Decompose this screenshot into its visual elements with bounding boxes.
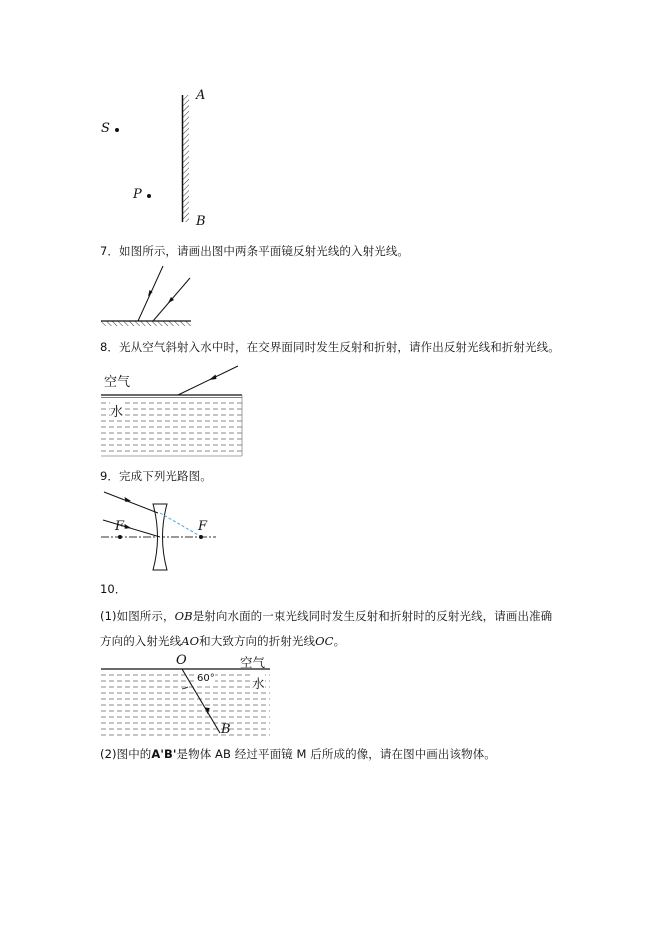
text-seg: 是射向水面的一束光线同时发生反射和折射时的反射光线，请画出准确	[192, 609, 553, 623]
question-10-number: 10．	[100, 582, 127, 596]
label-b: B	[196, 214, 206, 229]
question-10-part2	[100, 746, 496, 762]
label-water-q10: 水	[252, 676, 265, 691]
text-seg: (2)图中的	[100, 747, 152, 761]
label-b-q10: B	[221, 722, 231, 737]
question-7-text: 7．如图所示，请画出图中两条平面镜反射光线的入射光线。	[100, 244, 410, 258]
label-f-right: F	[198, 519, 208, 534]
label-f-left: F	[115, 519, 125, 534]
water-hatching-q10	[101, 675, 270, 735]
text-seg: 。	[333, 634, 346, 648]
label-angle: 60°	[197, 673, 215, 684]
symbol-ao: AO	[181, 634, 200, 648]
label-air-q10: 空气	[240, 655, 266, 670]
text-seg: 是物体 AB 经过平面镜 M 后所成的像，请在图中画出该物体。	[176, 747, 496, 761]
symbol-ob: OB	[174, 609, 193, 623]
label-p: P	[133, 187, 142, 202]
symbol-oc: OC	[315, 634, 334, 648]
label-o: O	[176, 653, 187, 668]
label-s: S	[101, 121, 110, 136]
text-seg: 和大致方向的折射光线	[199, 634, 316, 648]
text-seg: (1)如图所示，	[100, 609, 175, 623]
question-9-text: 9．完成下列光路图。	[100, 469, 212, 483]
symbol-ab-prime: A'B'	[151, 747, 177, 761]
text-seg: 方向的入射光线	[100, 634, 182, 648]
label-a: A	[196, 88, 206, 103]
label-air: 空气	[104, 375, 131, 390]
label-water: 水	[110, 401, 123, 420]
question-8-text: 8．光从空气斜射入水中时，在交界面同时发生反射和折射，请作出反射光线和折射光线。	[100, 340, 560, 354]
